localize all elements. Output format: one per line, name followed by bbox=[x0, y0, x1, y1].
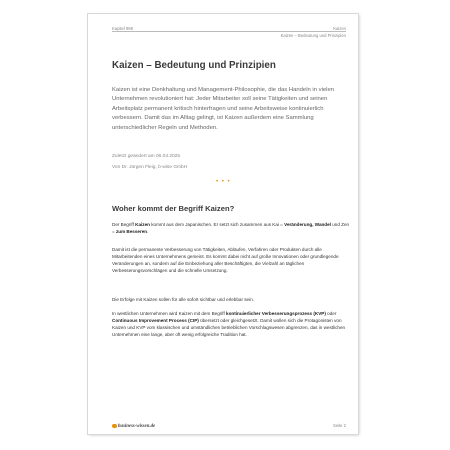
bold-term: Kaizen bbox=[135, 222, 150, 227]
bold-term: zum Besseren bbox=[115, 229, 148, 234]
text-run: oder bbox=[325, 311, 337, 316]
logo-text: business-wissen.de bbox=[118, 423, 156, 429]
bold-term: Continuous Improvement Process (CIP) bbox=[112, 318, 199, 323]
header-topic: Kaizen bbox=[333, 26, 346, 31]
paragraph-origin bbox=[112, 221, 350, 235]
author-line: Von Dr. Jürgen Fleig, b-wise GmbH bbox=[112, 165, 188, 170]
document-page bbox=[88, 14, 358, 434]
last-changed-date: Zuletzt geändert am 06.03.2025 bbox=[112, 154, 181, 159]
page-number: Seite 2 bbox=[332, 423, 346, 428]
text-run: kommt aus dem Japanischen. Er setzt sich zusammen aus Kai = bbox=[149, 222, 285, 227]
section-heading: Woher kommt der Begriff Kaizen? bbox=[112, 204, 235, 213]
intro-paragraph: Kaizen ist eine Denkhaltung und Management-Philosophie, die das Handeln in vielen Unternehmen revolutioniert hat: Jeder Mitarbeiter soll seine Tätigkeiten und seinen Arbeitsplatz permanent kritisch hinterfragen und seine Arbeitsweise kontinuierlich verbessern. Damit das im Alltag gelingt, ist Kaizen außerdem eine Sammlung unterschiedlicher Regeln und Methoden. bbox=[112, 87, 335, 131]
paragraph-meaning: Damit ist die permanente Verbesserung von Tätigkeiten, Abläufen, Verfahren oder Produkten durch alle Mitarbeitenden eines Unternehmens gemeint. Es kommt dabei nicht auf große Innovationen oder grundlegende Veränderungen an, sondern auf die Einbeziehung aller Beschäftigten, die Vielzahl an täglichen Verbesserungsvorschlägen und die schnelle Umsetzung. bbox=[112, 247, 339, 273]
text-run: übersetzt oder gleichgesetzt. Damit wollen sich die Protagonisten von Kaizen und KVP vom klassischen und umständlichen betrieblichen Vorschlagswesen abgrenzen, das in westlichen Unternehmen eine lange, aber oft wenig erfolgreiche Tradition hat. bbox=[112, 318, 346, 337]
header-divider bbox=[112, 31, 346, 32]
text-run: . bbox=[147, 229, 149, 234]
bold-term: Veränderung, Wandel bbox=[284, 222, 331, 227]
page-title: Kaizen – Bedeutung und Prinzipien bbox=[112, 60, 276, 71]
header-chapter: Kapitel 998 bbox=[112, 26, 133, 31]
text-run: In westlichen Unternehmen wird Kaizen mit dem Begriff bbox=[112, 311, 227, 316]
text-run: und Zen = bbox=[112, 222, 350, 234]
paragraph-success: Die Erfolge mit Kaizen sollen für alle sofort sichtbar und erlebbar sein. bbox=[112, 297, 254, 302]
logo-dot-icon bbox=[112, 424, 117, 429]
section-separator: • • • bbox=[216, 179, 231, 185]
text-run: Der Begriff bbox=[112, 222, 136, 227]
paragraph-western bbox=[112, 310, 350, 338]
footer-logo bbox=[112, 422, 155, 430]
bold-term: kontinuierlicher Verbesserungsprozess (KVP) bbox=[226, 311, 326, 316]
header-subtitle: Kaizen – Bedeutung und Prinzipien bbox=[280, 33, 346, 38]
